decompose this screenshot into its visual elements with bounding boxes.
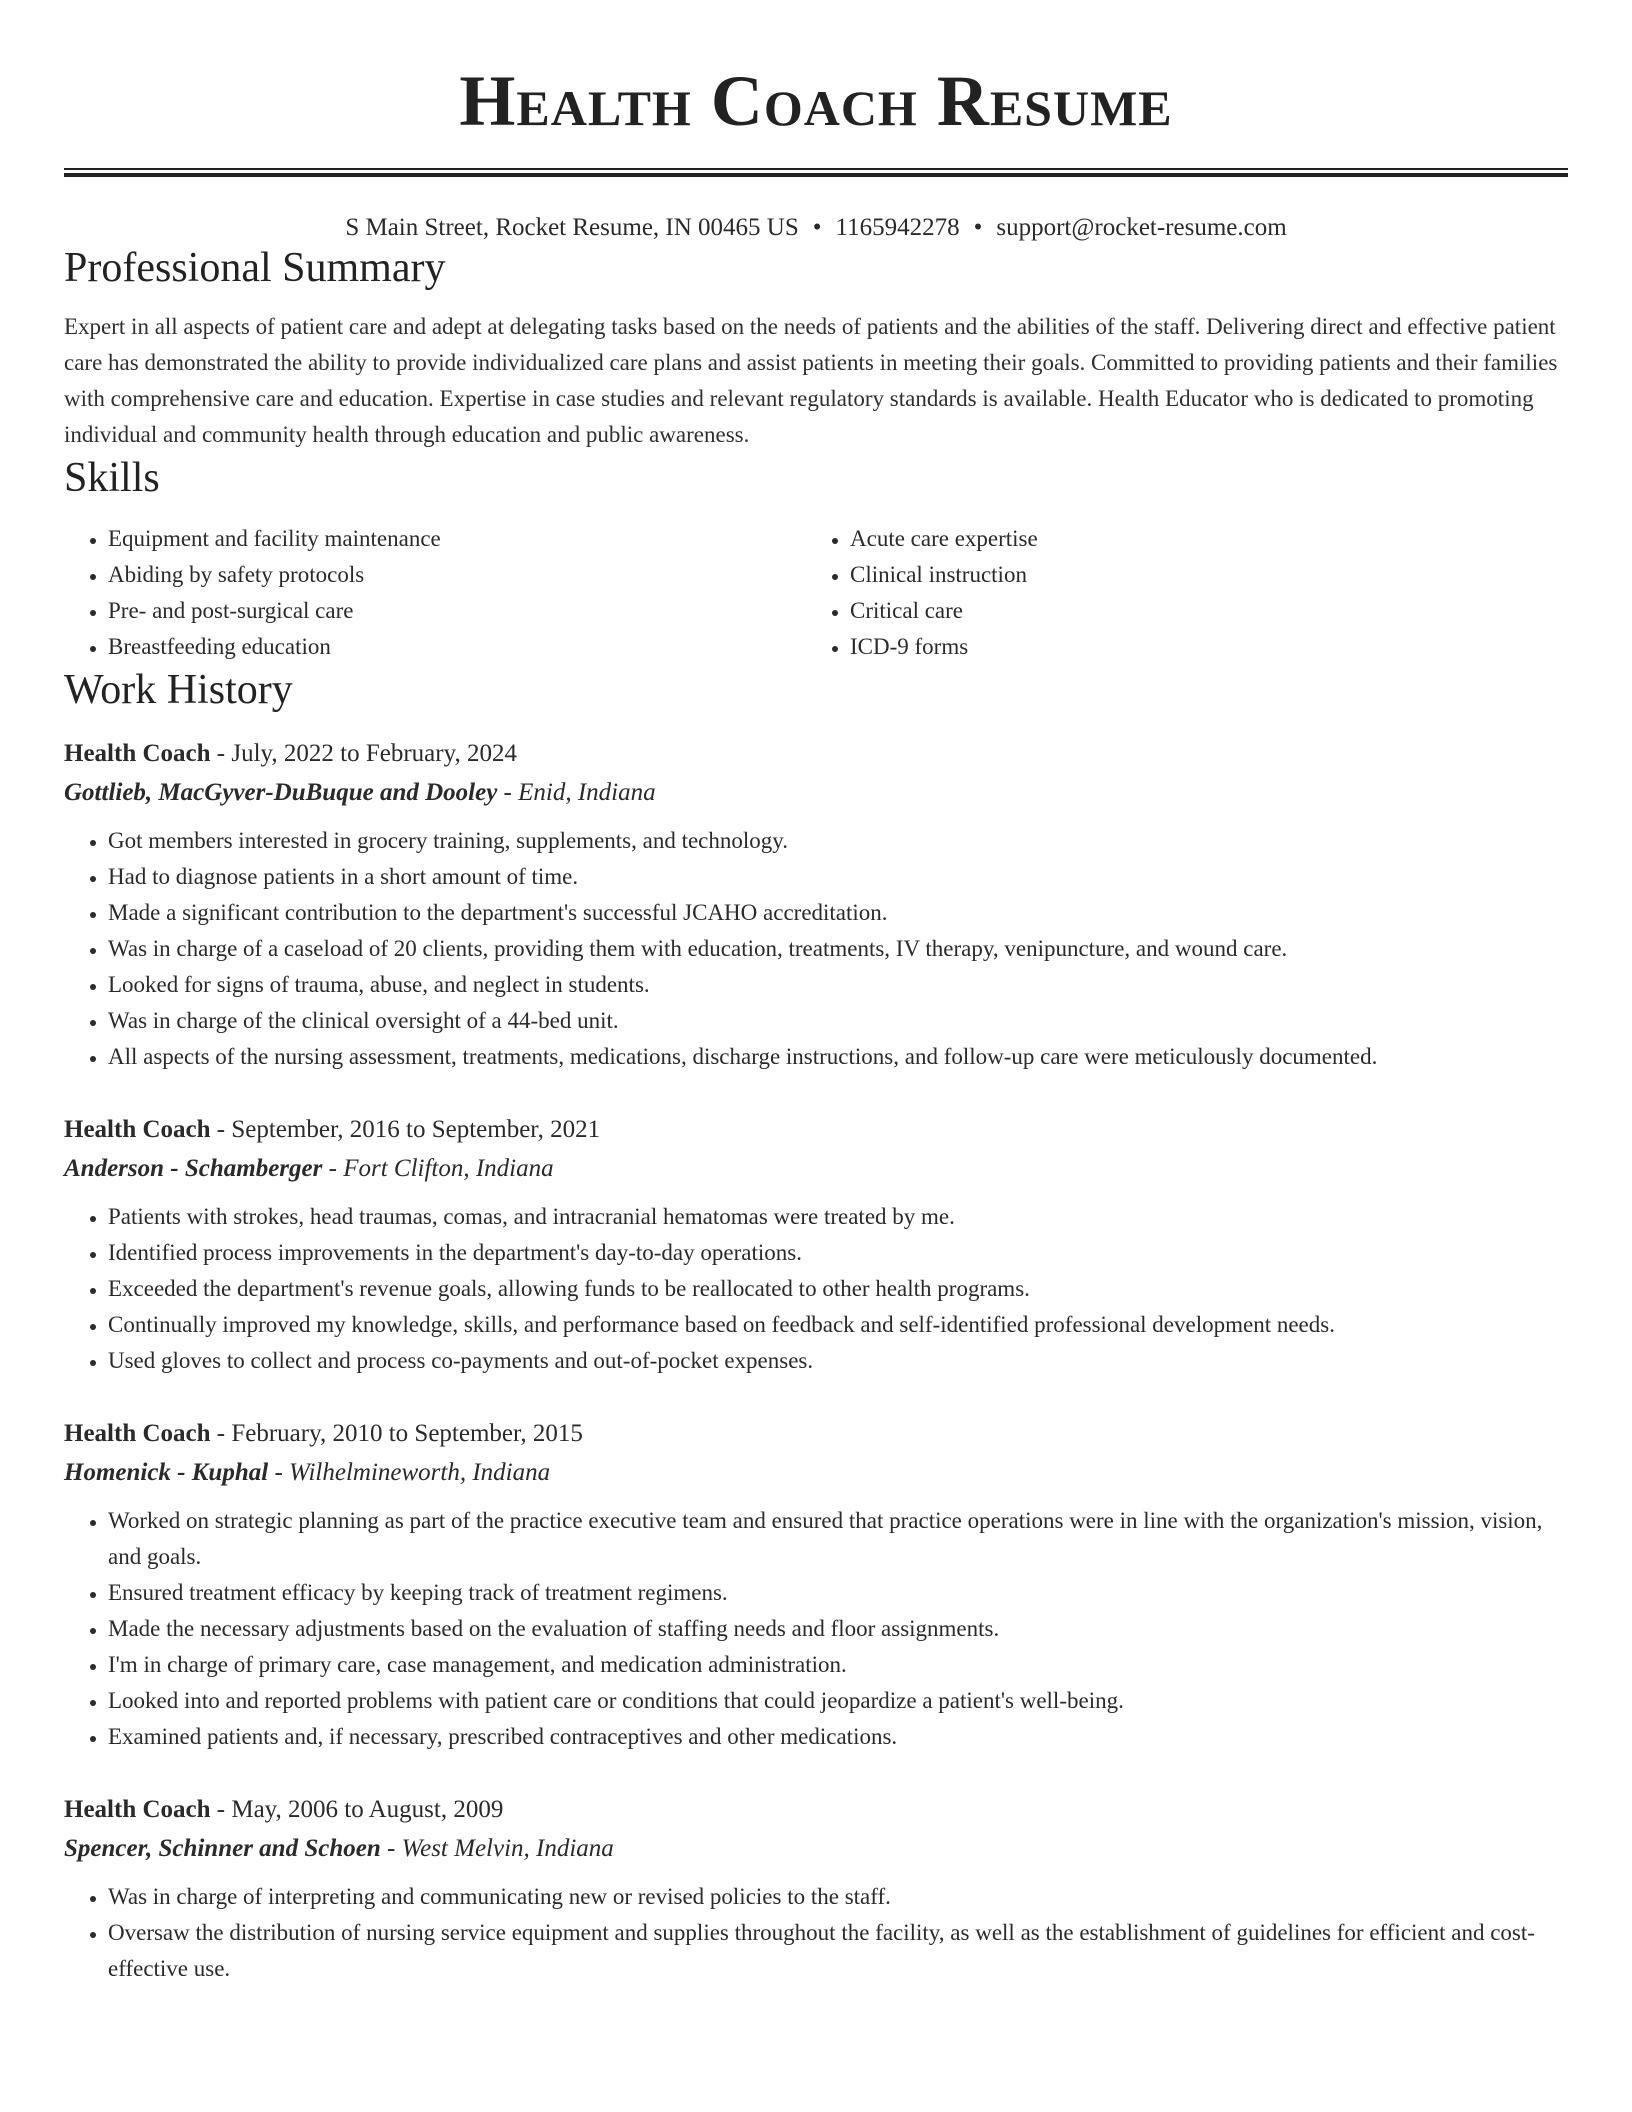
contact-phone: 1165942278 <box>835 214 960 241</box>
summary-text: Expert in all aspects of patient care and adept at delegating tasks based on the needs of patients and the abilities of the staff. Delivering direct and effective patient care has demonstrated the ability to provide individualized care plans and assist patients in meeting their goals. Committed to providing patients and their families with comprehensive care and education. Expertise in case studies and relevant regulatory standards is available. Health Educator who is dedicated to promoting individual and community health through education and public awareness. <box>64 314 1558 447</box>
skills-columns <box>64 521 1568 665</box>
job-dates: - May, 2006 to August, 2009 <box>216 1796 504 1823</box>
skill-item: • Critical care <box>850 593 1548 629</box>
job-bullets <box>64 1503 1568 1755</box>
job-bullet: • Looked into and reported problems with patient care or conditions that could jeopardize a patient's well-being. <box>108 1683 1568 1719</box>
job-entry <box>64 1415 1568 1755</box>
job-location: - West Melvin, Indiana <box>387 1835 614 1862</box>
job-location: - Enid, Indiana <box>503 779 656 806</box>
job-header <box>64 1415 1568 1453</box>
skills-list-left <box>64 521 806 665</box>
skill-item: • Pre- and post-surgical care <box>108 593 806 629</box>
job-bullet: • Was in charge of the clinical oversight of a 44-bed unit. <box>108 1003 1568 1039</box>
job-bullet: • Ensured treatment efficacy by keeping track of treatment regimens. <box>108 1575 1568 1611</box>
job-entry <box>64 1791 1568 1987</box>
job-bullet: • Was in charge of interpreting and communicating new or revised policies to the staff. <box>108 1879 1568 1915</box>
contact-separator: • <box>812 214 822 241</box>
job-bullet: • Was in charge of a caseload of 20 clients, providing them with education, treatments, IV therapy, venipuncture, and wound care. <box>108 931 1568 967</box>
job-bullet: • Used gloves to collect and process co-payments and out-of-pocket expenses. <box>108 1343 1568 1379</box>
contact-email[interactable]: support@rocket-resume.com <box>996 214 1287 241</box>
job-bullet: • Looked for signs of trauma, abuse, and neglect in students. <box>108 967 1568 1003</box>
skills-heading: Skills <box>64 455 160 501</box>
job-bullet: • All aspects of the nursing assessment, treatments, medications, discharge instructions, and follow-up care were meticulously documented. <box>108 1039 1568 1075</box>
skill-item: • Acute care expertise <box>850 521 1548 557</box>
skill-item: • Equipment and facility maintenance <box>108 521 806 557</box>
resume-title: Health Coach Resume <box>459 61 1173 141</box>
job-bullet: • Examined patients and, if necessary, prescribed contraceptives and other medications. <box>108 1719 1568 1755</box>
job-employer <box>64 1453 1568 1493</box>
job-bullet: • Made the necessary adjustments based on the evaluation of staffing needs and floor assignments. <box>108 1611 1568 1647</box>
job-bullet: • Oversaw the distribution of nursing service equipment and supplies throughout the facility, as well as the establishment of guidelines for efficient and cost-effective use. <box>108 1915 1568 1987</box>
job-header <box>64 735 1568 773</box>
summary-heading: Professional Summary <box>64 245 446 291</box>
job-company: Homenick - Kuphal <box>64 1459 269 1486</box>
job-bullet: • Continually improved my knowledge, skills, and performance based on feedback and self-identified professional development needs. <box>108 1307 1568 1343</box>
job-location: - Wilhelmineworth, Indiana <box>274 1459 551 1486</box>
skill-item: • Breastfeeding education <box>108 629 806 665</box>
job-company: Spencer, Schinner and Schoen <box>64 1835 381 1862</box>
skill-item: • Abiding by safety protocols <box>108 557 806 593</box>
job-location: - Fort Clifton, Indiana <box>328 1155 554 1182</box>
job-bullet: • Made a significant contribution to the department's successful JCAHO accreditation. <box>108 895 1568 931</box>
job-dates: - September, 2016 to September, 2021 <box>216 1116 601 1143</box>
skills-list-right <box>806 521 1548 665</box>
summary-section <box>64 243 1568 453</box>
job-role: Health Coach <box>64 1420 211 1447</box>
job-company: Anderson - Schamberger <box>64 1155 323 1182</box>
job-bullet: • Exceeded the department's revenue goals, allowing funds to be reallocated to other health programs. <box>108 1271 1568 1307</box>
job-dates: - July, 2022 to February, 2024 <box>216 740 517 767</box>
contact-line <box>64 213 1568 243</box>
contact-separator: • <box>973 214 983 241</box>
job-bullets <box>64 1199 1568 1379</box>
job-company: Gottlieb, MacGyver-DuBuque and Dooley <box>64 779 498 806</box>
job-employer <box>64 1829 1568 1869</box>
job-employer <box>64 1149 1568 1189</box>
skill-item: • ICD-9 forms <box>850 629 1548 665</box>
job-bullet: • Had to diagnose patients in a short amount of time. <box>108 859 1568 895</box>
job-role: Health Coach <box>64 740 211 767</box>
contact-address: S Main Street, Rocket Resume, IN 00465 US <box>345 214 799 241</box>
job-entry <box>64 735 1568 1075</box>
job-bullet: • Got members interested in grocery training, supplements, and technology. <box>108 823 1568 859</box>
skills-section <box>64 453 1568 665</box>
skill-item: • Clinical instruction <box>850 557 1548 593</box>
job-entry <box>64 1111 1568 1379</box>
job-bullets <box>64 823 1568 1075</box>
job-role: Health Coach <box>64 1116 211 1143</box>
job-bullet: • I'm in charge of primary care, case management, and medication administration. <box>108 1647 1568 1683</box>
job-bullet: • Identified process improvements in the department's day-to-day operations. <box>108 1235 1568 1271</box>
work-history-section <box>64 665 1568 1987</box>
job-role: Health Coach <box>64 1796 211 1823</box>
job-employer <box>64 773 1568 813</box>
job-header <box>64 1791 1568 1829</box>
work-history-heading: Work History <box>64 667 293 713</box>
job-bullets <box>64 1879 1568 1987</box>
job-bullet: • Patients with strokes, head traumas, comas, and intracranial hematomas were treated by me. <box>108 1199 1568 1235</box>
job-header <box>64 1111 1568 1149</box>
title-divider <box>64 168 1568 177</box>
job-dates: - February, 2010 to September, 2015 <box>216 1420 583 1447</box>
job-bullet: • Worked on strategic planning as part of the practice executive team and ensured that practice operations were in line with the organization's mission, vision, and goals. <box>108 1503 1568 1575</box>
